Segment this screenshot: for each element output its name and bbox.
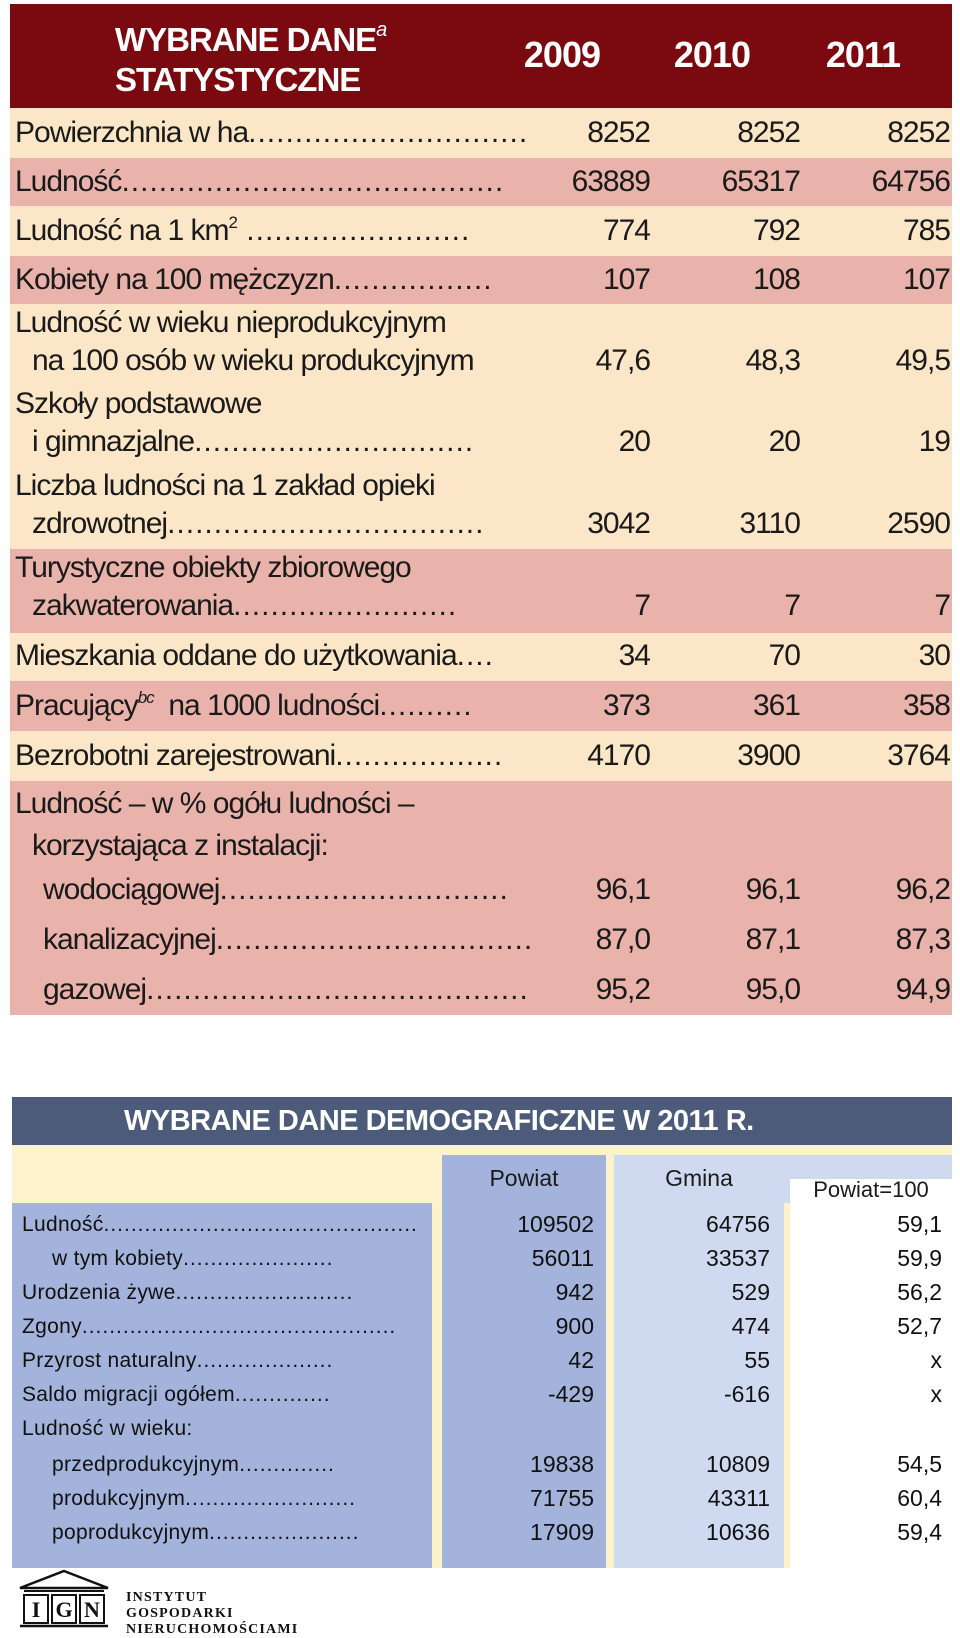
row-label-continued: zdrowotnej <box>32 507 168 540</box>
table-row: Kobiety na 100 mężczyzn................. 107 108 107 <box>10 256 952 304</box>
table-row: Turystyczne obiekty zbiorowego zakwaterowania........................ 7 7 7 <box>10 549 952 633</box>
value-2009: 7 <box>634 589 650 622</box>
table-row: Saldo migracji ogółem.............. -429 -616 x <box>22 1381 942 1407</box>
year-header-2011: 2011 <box>825 34 900 75</box>
table-row: Pracujący$^{bc}$ na 1000 ludności.......... 373 361 358 <box>10 681 952 731</box>
table-row: Mieszkania oddane do użytkowania.... 34 70 30 <box>10 633 952 681</box>
value-2011: 785 <box>902 214 950 247</box>
row-label: Szkoły podstawowe <box>15 387 262 420</box>
table-row: produkcyjnym......................... 71755 43311 60,4 <box>52 1485 942 1511</box>
statistics-table <box>10 4 952 1015</box>
value-powiat-100: 59,4 <box>897 1519 942 1545</box>
row-label: Pracujący <box>15 689 138 722</box>
value-2009: 34 <box>618 639 650 672</box>
row-label: wodociągowej <box>43 873 220 906</box>
logo-letter-i: I <box>31 1597 41 1622</box>
statistics-table-header <box>10 4 952 108</box>
row-label: Ludność <box>22 1213 104 1236</box>
row-label: przedprodukcyjnym <box>52 1453 240 1476</box>
year-header-2009: 2009 <box>523 34 600 75</box>
value-2011: 87,3 <box>895 923 950 956</box>
table-row: przedprodukcyjnym.............. 19838 10809 54,5 <box>52 1451 942 1477</box>
value-2010: 70 <box>768 639 800 672</box>
statistics-table-title: WYBRANE DANE$^a$ STATYSTYCZNE <box>115 19 387 98</box>
logo-line-1: INSTYTUT GOSPODARKI <box>126 1590 234 1621</box>
row-label: Ludność <box>15 165 122 198</box>
value-2011: 96,2 <box>895 873 950 906</box>
logo-letter-g: G <box>55 1597 73 1622</box>
value-2010: 3900 <box>737 739 800 772</box>
row-label: Liczba ludności na 1 zakład opieki <box>15 469 435 502</box>
value-gmina: 64756 <box>706 1211 770 1237</box>
column-header-powiat: Powiat <box>489 1165 559 1191</box>
value-2011: 2590 <box>887 507 950 540</box>
value-2009: 96,1 <box>595 873 650 906</box>
table-row <box>12 1411 952 1445</box>
value-powiat-100: 60,4 <box>897 1485 942 1511</box>
value-2010: 48,3 <box>745 344 800 377</box>
value-powiat-100: 59,9 <box>897 1245 942 1271</box>
row-label: Ludność w wieku nieprodukcyjnym <box>15 306 446 339</box>
ign-logo <box>14 1568 314 1637</box>
infrastructure-label-continued: korzystająca z instalacji: <box>32 829 328 862</box>
table-row: Ludność......................................... 63889 65317 64756 <box>10 158 952 206</box>
value-2009: 774 <box>602 214 650 247</box>
value-powiat: 71755 <box>530 1485 594 1511</box>
row-label: Saldo migracji ogółem <box>22 1383 235 1406</box>
infrastructure-block: Ludność – w % ogółu ludności – korzystająca z instalacji: wodociągowej............................... 96,1 96,1 96,2 kanalizacyjnej.................................. 87,0 87,1 87,3 gazowej......................................... 95,2 95,0 94,9 <box>10 781 952 1015</box>
value-2009: 3042 <box>587 507 650 540</box>
value-2010: 7 <box>784 589 800 622</box>
value-2010: 95,0 <box>745 973 800 1006</box>
value-2010: 3110 <box>739 507 800 540</box>
demographics-table-title: WYBRANE DANE DEMOGRAFICZNE W 2011 R. <box>12 1097 952 1145</box>
value-gmina: 55 <box>744 1347 770 1373</box>
value-gmina: 474 <box>731 1313 770 1339</box>
value-2011: 30 <box>918 639 950 672</box>
value-powiat: -429 <box>547 1381 594 1407</box>
value-2009: 4170 <box>587 739 650 772</box>
value-2011: 358 <box>902 689 950 722</box>
value-powiat: 19838 <box>530 1451 594 1477</box>
table-row: poprodukcyjnym...................... 17909 10636 59,4 <box>52 1519 942 1545</box>
value-2009: 8252 <box>587 116 650 149</box>
value-2010: 361 <box>752 689 800 722</box>
logo-text <box>126 1590 314 1638</box>
row-label: Mieszkania oddane do użytkowania <box>15 639 457 672</box>
row-label: produkcyjnym <box>52 1487 186 1510</box>
demographics-table <box>12 1097 952 1568</box>
value-2009: 47,6 <box>595 344 650 377</box>
value-2011: 19 <box>918 425 950 458</box>
row-label: kanalizacyjnej <box>43 923 216 956</box>
value-powiat-100: 56,2 <box>897 1279 942 1305</box>
value-powiat: 900 <box>555 1313 594 1339</box>
value-2010: 8252 <box>737 116 800 149</box>
row-label-rest: na 1000 ludności <box>168 689 380 722</box>
value-2011: 94,9 <box>895 973 950 1006</box>
table-row: Ludność na 1 $km^2$ ........................ 774 792 785 <box>10 206 952 256</box>
table-row <box>10 304 952 387</box>
row-label: Bezrobotni zarejestrowani <box>15 739 336 772</box>
table-row: Szkoły podstawowe i gimnazjalne.............................. 20 20 19 <box>10 387 952 469</box>
value-2009: 373 <box>602 689 650 722</box>
row-label-continued: zakwaterowania <box>32 589 234 622</box>
table-row: Powierzchnia w ha.............................. 8252 8252 8252 <box>10 108 952 158</box>
value-powiat-100: 59,1 <box>897 1211 942 1237</box>
row-label: Turystyczne obiekty zbiorowego <box>15 551 411 584</box>
table-row: Ludność.............................................. 109502 64756 59,1 <box>22 1211 942 1237</box>
table-row: Liczba ludności na 1 zakład opieki zdrowotnej.................................. 3042 3110 2590 <box>10 469 952 549</box>
value-2009: 20 <box>618 425 650 458</box>
value-2011: 8252 <box>887 116 950 149</box>
logo-line-2: NIERUCHOMOŚCIAMI <box>126 1622 299 1637</box>
row-label: Urodzenia żywe <box>22 1281 176 1304</box>
table-row: Bezrobotni zarejestrowani.................. 4170 3900 3764 <box>10 731 952 781</box>
title-footnote-mark: a <box>376 19 387 41</box>
value-2011: 49,5 <box>895 344 950 377</box>
logo-letter-n: N <box>84 1597 100 1622</box>
value-2010: 108 <box>752 263 800 296</box>
value-gmina: 33537 <box>706 1245 770 1271</box>
value-2010: 20 <box>768 425 800 458</box>
value-gmina: 43311 <box>707 1485 770 1511</box>
value-2011: 107 <box>902 263 950 296</box>
row-label: Ludność na 1 km <box>15 214 229 247</box>
infrastructure-label: Ludność – w % ogółu ludności – <box>15 787 414 820</box>
value-powiat-100: 54,5 <box>897 1451 942 1477</box>
value-2009: 107 <box>602 263 650 296</box>
value-2010: 87,1 <box>745 923 800 956</box>
table-row: Urodzenia żywe.......................... 942 529 56,2 <box>22 1279 942 1305</box>
value-powiat: 109502 <box>517 1211 594 1237</box>
table-row: w tym kobiety...................... 56011 33537 59,9 <box>52 1245 942 1271</box>
ign-building-icon <box>14 1568 114 1630</box>
value-powiat-100: 52,7 <box>897 1313 942 1339</box>
value-gmina: 10636 <box>706 1519 770 1545</box>
value-powiat-100: x <box>930 1347 942 1373</box>
value-2011: 3764 <box>887 739 950 772</box>
year-header-2010: 2010 <box>673 34 750 75</box>
row-label: Przyrost naturalny <box>22 1349 197 1372</box>
value-gmina: 10809 <box>706 1451 770 1477</box>
row-label: Powierzchnia w ha <box>15 116 249 149</box>
table-row: Przyrost naturalny.................... 42 55 x <box>22 1347 942 1373</box>
value-gmina: 529 <box>731 1279 770 1305</box>
value-powiat: 42 <box>568 1347 594 1373</box>
row-label: Ludność w wieku: <box>22 1417 193 1440</box>
row-label: gazowej <box>43 973 147 1006</box>
table-row: Zgony.............................................. 900 474 52,7 <box>22 1313 942 1339</box>
value-2011: 64756 <box>871 165 950 198</box>
value-2010: 792 <box>752 214 800 247</box>
value-2009: 95,2 <box>595 973 650 1006</box>
value-2009: 87,0 <box>595 923 650 956</box>
value-2010: 65317 <box>721 165 800 198</box>
value-gmina: -616 <box>723 1381 770 1407</box>
column-header-powiat-100: Powiat=100 <box>813 1177 929 1202</box>
row-label: Zgony <box>22 1315 82 1338</box>
row-label: poprodukcyjnym <box>52 1521 210 1544</box>
value-powiat-100: x <box>930 1381 942 1407</box>
row-label: Kobiety na 100 mężczyzn <box>15 263 334 296</box>
value-2009: 63889 <box>571 165 650 198</box>
value-powiat: 56011 <box>531 1245 594 1271</box>
value-powiat: 942 <box>555 1279 594 1305</box>
value-2010: 96,1 <box>745 873 800 906</box>
value-powiat: 17909 <box>530 1519 594 1545</box>
column-header-gmina: Gmina <box>665 1165 733 1191</box>
value-2011: 7 <box>934 589 950 622</box>
row-label-continued: i gimnazjalne <box>32 425 195 458</box>
row-label: w tym kobiety <box>52 1247 184 1270</box>
row-label-continued: na 100 osób w wieku produkcyjnym <box>32 344 474 377</box>
